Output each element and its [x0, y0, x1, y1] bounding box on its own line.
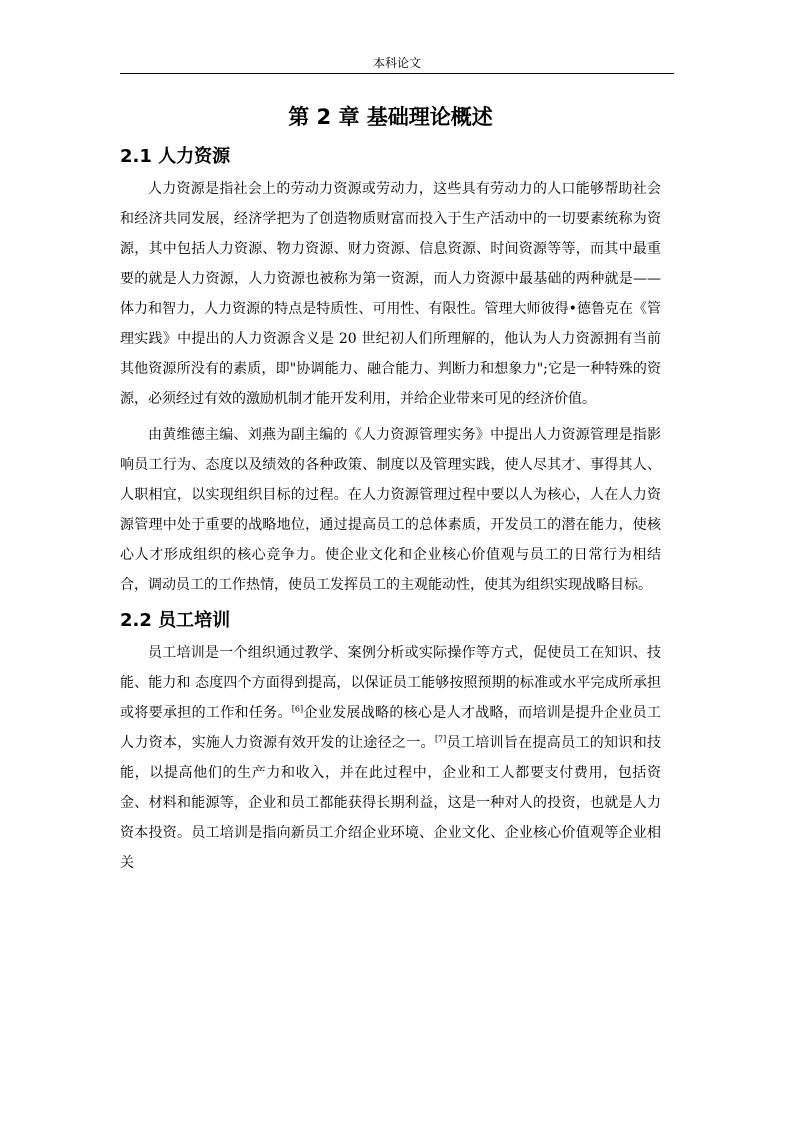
section-title-2-2: 2.2 员工培训 [120, 610, 231, 631]
citation-ref: [7] [434, 734, 447, 744]
page-header: 本科论文 [372, 56, 421, 70]
section-title-2-1: 2.1 人力资源 [120, 146, 231, 167]
paragraph-text: 企业发展战略的核心是人才战略，而培训是提升企业员工人力资本，实施人力资源有效开发的让途径之一。 [120, 705, 661, 751]
page-body [120, 100, 661, 878]
paragraph-text: 员工培训旨在提高员工的知识和技能，以提高他们的生产力和收入，并在此过程中，企业和工人都要支付费用，包括资金、材料和能源等，企业和员工都能获得长期利益，这是一种对人的投资，也就是人力资本投资。员工培训是指向新员工介绍企业环境、企业文化、企业核心价值观等企业相关 [120, 735, 662, 871]
paragraph: 人力资源是指社会上的劳动力资源或劳动力，这些具有劳动力的人口能够帮助社会和经济共同发展，经济学把为了创造物质财富而投入于生产活动中的一切要素统称为资源，其中包括人力资源、物力资源、财力资源、信息资源、时间资源等等，而其中最重要的就是人力资源，人力资源也被称为第一资源，而人力资源中最基础的两种就是——体力和智力，人力资源的特点是特质性、可用性、有限性。管理大师彼得•德鲁克在《管理实践》中提出的人力资源含义是 20 世纪初人们所理解的，他认为人力资源拥有当前其他资源所没有的素质，即"协调能力、融合能力、判断力和想象力";它是一种特殊的资源，必须经过有效的激励机制才能开发利用，并给企业带来可见的经济价值。 [120, 181, 661, 407]
chapter-title: 第 2 章 基础理论概述 [288, 105, 493, 129]
paragraph: 由黄维德主编、刘燕为副主编的《人力资源管理实务》中提出人力资源管理是指影响员工行为、态度以及绩效的各种政策、制度以及管理实践，使人尽其才、事得其人、人职相宜，以实现组织目标的过程。在人力资源管理过程中要以人为核心，人在人力资源管理中处于重要的战略地位，通过提高员工的总体素质，开发员工的潜在能力，使核心人才形成组织的核心竞争力。使企业文化和企业核心价值观与员工的日常行为相结合，调动员工的工作热情，使员工发挥员工的主观能动性，使其为组织实现战略目标。 [120, 427, 661, 593]
paragraph [120, 638, 661, 878]
paragraph-text: 员工培训是一个组织通过教学、案例分析或实际操作等方式，促使员工在知识、技能、能力和 态度四个方面得到提高，以保证员工能够按照预期的标准或水平完成所承担或将要承担的工作和任务。 [120, 645, 661, 721]
header-rule [120, 73, 674, 74]
citation-ref: [6] [291, 704, 304, 714]
